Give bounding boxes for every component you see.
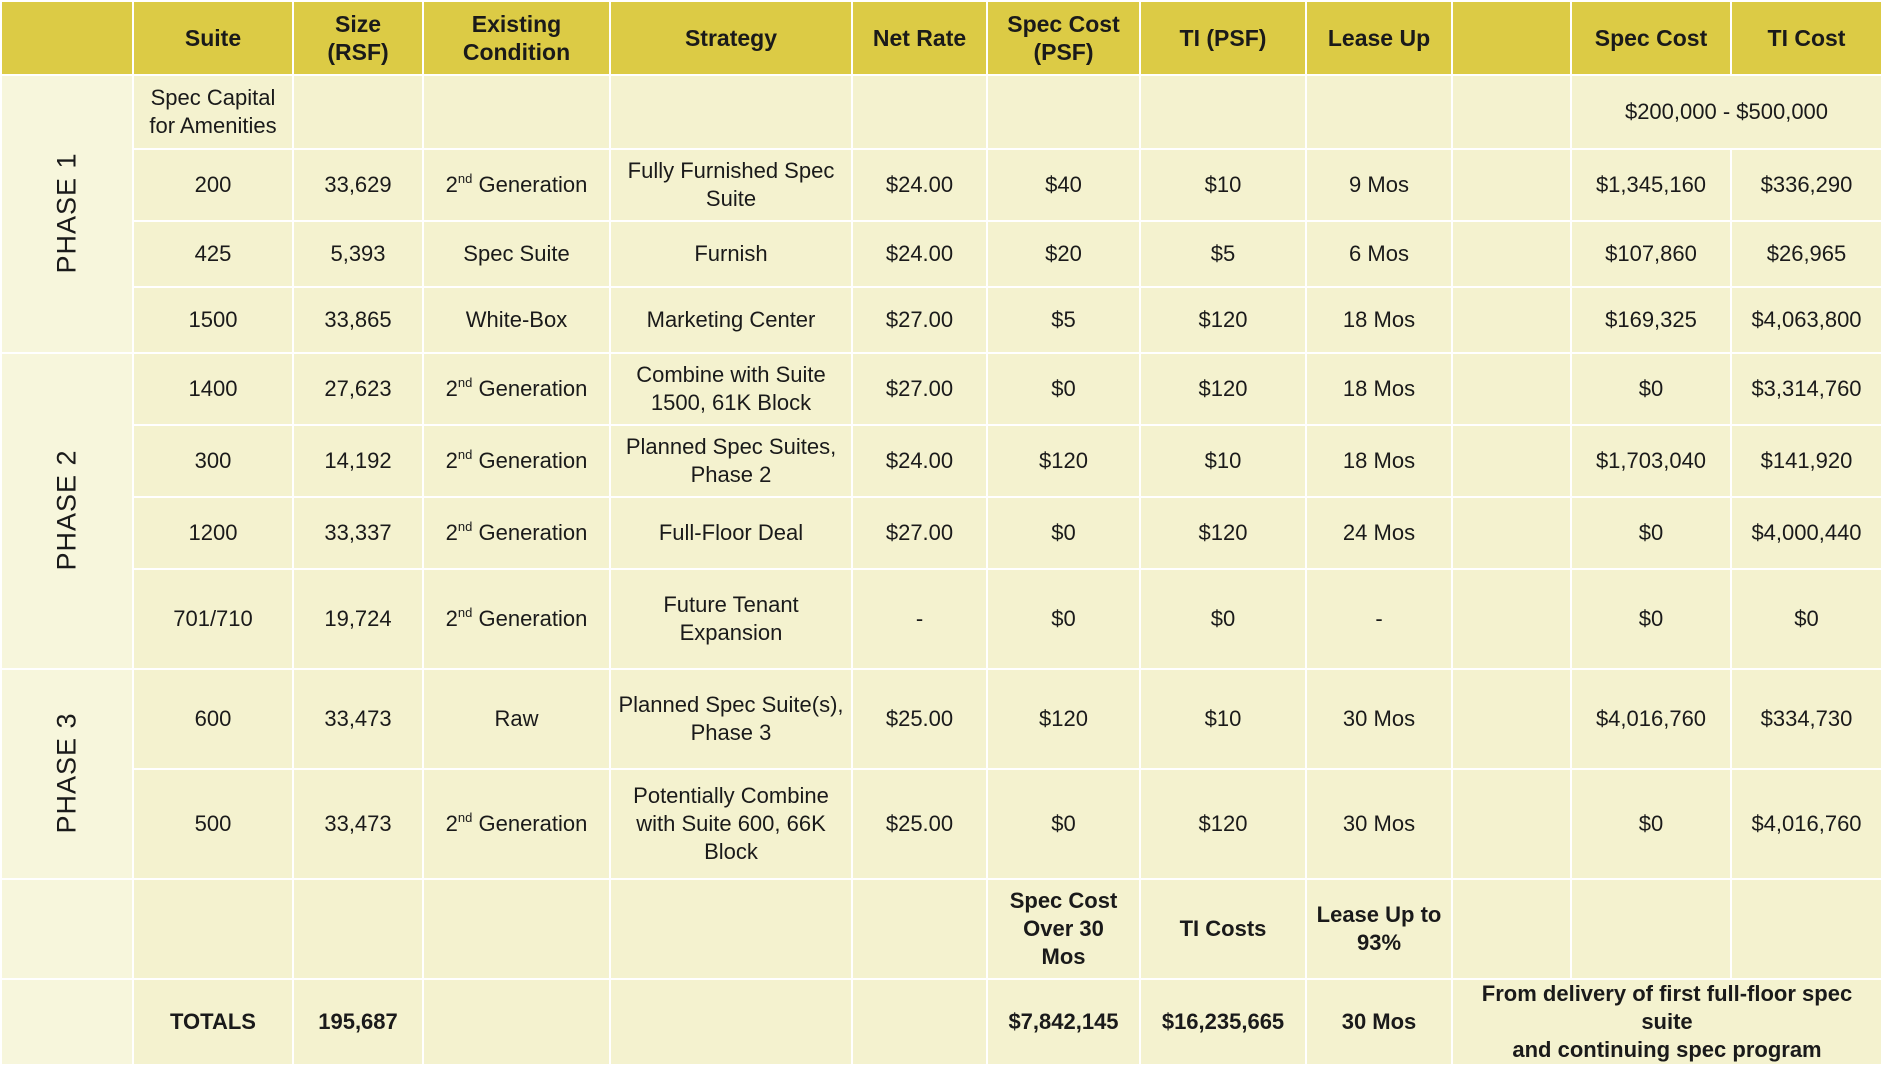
header-net-rate: Net Rate bbox=[852, 1, 987, 75]
condition-cell: 2nd Generation bbox=[423, 149, 610, 221]
table-row bbox=[1, 425, 1881, 497]
header-row bbox=[1, 1, 1881, 75]
table-row bbox=[1, 149, 1881, 221]
net-rate-cell: $25.00 bbox=[852, 769, 987, 879]
totals-ti-cost: $16,235,665 bbox=[1140, 979, 1306, 1065]
net-rate-cell: $27.00 bbox=[852, 497, 987, 569]
header-existing-condition: Existing Condition bbox=[423, 1, 610, 75]
table-row bbox=[1, 769, 1881, 879]
header-ti-cost: TI Cost bbox=[1731, 1, 1881, 75]
strategy-cell: Full-Floor Deal bbox=[610, 497, 852, 569]
strategy-cell: Potentially Combine with Suite 600, 66K Block bbox=[610, 769, 852, 879]
lease-up-cell: 30 Mos bbox=[1306, 669, 1452, 769]
totals-size: 195,687 bbox=[293, 979, 423, 1065]
table-row bbox=[1, 497, 1881, 569]
ti-psf-cell: $5 bbox=[1140, 221, 1306, 287]
spec-cost-cell: $1,345,160 bbox=[1571, 149, 1731, 221]
header-strategy: Strategy bbox=[610, 1, 852, 75]
ti-psf-cell: $10 bbox=[1140, 425, 1306, 497]
totals-label: TOTALS bbox=[133, 979, 293, 1065]
spec-psf-cell: $0 bbox=[987, 569, 1140, 669]
table-row-amenities bbox=[1, 75, 1881, 149]
ti-psf-cell: $0 bbox=[1140, 569, 1306, 669]
spec-psf-cell: $0 bbox=[987, 497, 1140, 569]
header-spec-cost-psf: Spec Cost (PSF) bbox=[987, 1, 1140, 75]
spec-cost-cell: $4,016,760 bbox=[1571, 669, 1731, 769]
size-cell: 5,393 bbox=[293, 221, 423, 287]
spec-psf-cell: $120 bbox=[987, 669, 1140, 769]
ti-cost-cell: $3,314,760 bbox=[1731, 353, 1881, 425]
size-cell: 33,629 bbox=[293, 149, 423, 221]
suite-cell: 500 bbox=[133, 769, 293, 879]
spec-cost-cell: $0 bbox=[1571, 497, 1731, 569]
strategy-cell: Future Tenant Expansion bbox=[610, 569, 852, 669]
condition-cell: 2nd Generation bbox=[423, 425, 610, 497]
totals-note: From delivery of first full-floor spec suite and continuing spec program bbox=[1452, 979, 1881, 1065]
strategy-cell: Fully Furnished Spec Suite bbox=[610, 149, 852, 221]
net-rate-cell: $24.00 bbox=[852, 221, 987, 287]
condition-cell: 2nd Generation bbox=[423, 769, 610, 879]
suite-cell: 701/710 bbox=[133, 569, 293, 669]
phase-1-cell bbox=[1, 75, 133, 353]
summary-ti-label: TI Costs bbox=[1140, 879, 1306, 979]
totals-lease-up: 30 Mos bbox=[1306, 979, 1452, 1065]
condition-cell: Raw bbox=[423, 669, 610, 769]
spec-cost-cell: $169,325 bbox=[1571, 287, 1731, 353]
size-cell: 33,473 bbox=[293, 669, 423, 769]
spec-cost-cell: $0 bbox=[1571, 769, 1731, 879]
ti-psf-cell: $120 bbox=[1140, 497, 1306, 569]
lease-up-cell: 18 Mos bbox=[1306, 287, 1452, 353]
totals-row bbox=[1, 979, 1881, 1065]
spec-cost-cell: $107,860 bbox=[1571, 221, 1731, 287]
condition-cell: White-Box bbox=[423, 287, 610, 353]
ti-cost-cell: $4,063,800 bbox=[1731, 287, 1881, 353]
size-cell: 33,337 bbox=[293, 497, 423, 569]
net-rate-cell: $24.00 bbox=[852, 149, 987, 221]
condition-cell: 2nd Generation bbox=[423, 569, 610, 669]
phase-3-label: PHASE 3 bbox=[52, 712, 82, 834]
ti-cost-cell: $0 bbox=[1731, 569, 1881, 669]
size-cell: 33,473 bbox=[293, 769, 423, 879]
suite-cell: 1200 bbox=[133, 497, 293, 569]
size-cell: 14,192 bbox=[293, 425, 423, 497]
strategy-cell: Planned Spec Suite(s), Phase 3 bbox=[610, 669, 852, 769]
ti-cost-cell: $336,290 bbox=[1731, 149, 1881, 221]
size-cell: 19,724 bbox=[293, 569, 423, 669]
net-rate-cell: $25.00 bbox=[852, 669, 987, 769]
strategy-cell: Marketing Center bbox=[610, 287, 852, 353]
strategy-cell: Furnish bbox=[610, 221, 852, 287]
ti-psf-cell: $120 bbox=[1140, 769, 1306, 879]
spec-psf-cell: $20 bbox=[987, 221, 1140, 287]
lease-up-cell: 24 Mos bbox=[1306, 497, 1452, 569]
size-cell: 27,623 bbox=[293, 353, 423, 425]
suite-cell: 200 bbox=[133, 149, 293, 221]
ti-cost-cell: $141,920 bbox=[1731, 425, 1881, 497]
summary-labels-row bbox=[1, 879, 1881, 979]
table-row bbox=[1, 221, 1881, 287]
header-size: Size (RSF) bbox=[293, 1, 423, 75]
ti-cost-cell: $26,965 bbox=[1731, 221, 1881, 287]
table-row bbox=[1, 569, 1881, 669]
net-rate-cell: $24.00 bbox=[852, 425, 987, 497]
table-row bbox=[1, 287, 1881, 353]
ti-psf-cell: $10 bbox=[1140, 149, 1306, 221]
ti-cost-cell: $334,730 bbox=[1731, 669, 1881, 769]
spec-psf-cell: $0 bbox=[987, 353, 1140, 425]
table-row bbox=[1, 353, 1881, 425]
summary-lease-label: Lease Up to 93% bbox=[1306, 879, 1452, 979]
ti-psf-cell: $120 bbox=[1140, 287, 1306, 353]
lease-up-cell: 18 Mos bbox=[1306, 353, 1452, 425]
lease-up-cell: 30 Mos bbox=[1306, 769, 1452, 879]
summary-spec-label: Spec Cost Over 30 Mos bbox=[987, 879, 1140, 979]
spec-psf-cell: $120 bbox=[987, 425, 1140, 497]
table-row bbox=[1, 669, 1881, 769]
lease-up-cell: 18 Mos bbox=[1306, 425, 1452, 497]
phase-3-cell bbox=[1, 669, 133, 879]
amenities-range-cell: $200,000 - $500,000 bbox=[1571, 75, 1881, 149]
lease-up-cell: - bbox=[1306, 569, 1452, 669]
suite-cell: 600 bbox=[133, 669, 293, 769]
phase-1-label: PHASE 1 bbox=[52, 152, 82, 274]
ti-cost-cell: $4,016,760 bbox=[1731, 769, 1881, 879]
suite-cell: 425 bbox=[133, 221, 293, 287]
lease-up-cell: 6 Mos bbox=[1306, 221, 1452, 287]
condition-cell: 2nd Generation bbox=[423, 353, 610, 425]
phase-2-label: PHASE 2 bbox=[52, 449, 82, 571]
ti-psf-cell: $10 bbox=[1140, 669, 1306, 769]
ti-psf-cell: $120 bbox=[1140, 353, 1306, 425]
phase-2-cell bbox=[1, 353, 133, 669]
suite-cell: 300 bbox=[133, 425, 293, 497]
amenities-suite-cell: Spec Capital for Amenities bbox=[133, 75, 293, 149]
net-rate-cell: $27.00 bbox=[852, 287, 987, 353]
ti-cost-cell: $4,000,440 bbox=[1731, 497, 1881, 569]
lease-up-cell: 9 Mos bbox=[1306, 149, 1452, 221]
header-phase bbox=[1, 1, 133, 75]
net-rate-cell: - bbox=[852, 569, 987, 669]
spec-cost-cell: $1,703,040 bbox=[1571, 425, 1731, 497]
strategy-cell: Planned Spec Suites, Phase 2 bbox=[610, 425, 852, 497]
condition-cell: Spec Suite bbox=[423, 221, 610, 287]
spec-psf-cell: $5 bbox=[987, 287, 1140, 353]
net-rate-cell: $27.00 bbox=[852, 353, 987, 425]
spec-cost-cell: $0 bbox=[1571, 353, 1731, 425]
suite-cell: 1400 bbox=[133, 353, 293, 425]
header-ti-psf: TI (PSF) bbox=[1140, 1, 1306, 75]
spec-psf-cell: $40 bbox=[987, 149, 1140, 221]
spec-cost-cell: $0 bbox=[1571, 569, 1731, 669]
strategy-cell: Combine with Suite 1500, 61K Block bbox=[610, 353, 852, 425]
spec-psf-cell: $0 bbox=[987, 769, 1140, 879]
header-suite: Suite bbox=[133, 1, 293, 75]
totals-spec-cost: $7,842,145 bbox=[987, 979, 1140, 1065]
size-cell: 33,865 bbox=[293, 287, 423, 353]
header-spec-cost: Spec Cost bbox=[1571, 1, 1731, 75]
header-blank bbox=[1452, 1, 1571, 75]
condition-cell: 2nd Generation bbox=[423, 497, 610, 569]
header-lease-up: Lease Up bbox=[1306, 1, 1452, 75]
suite-cell: 1500 bbox=[133, 287, 293, 353]
